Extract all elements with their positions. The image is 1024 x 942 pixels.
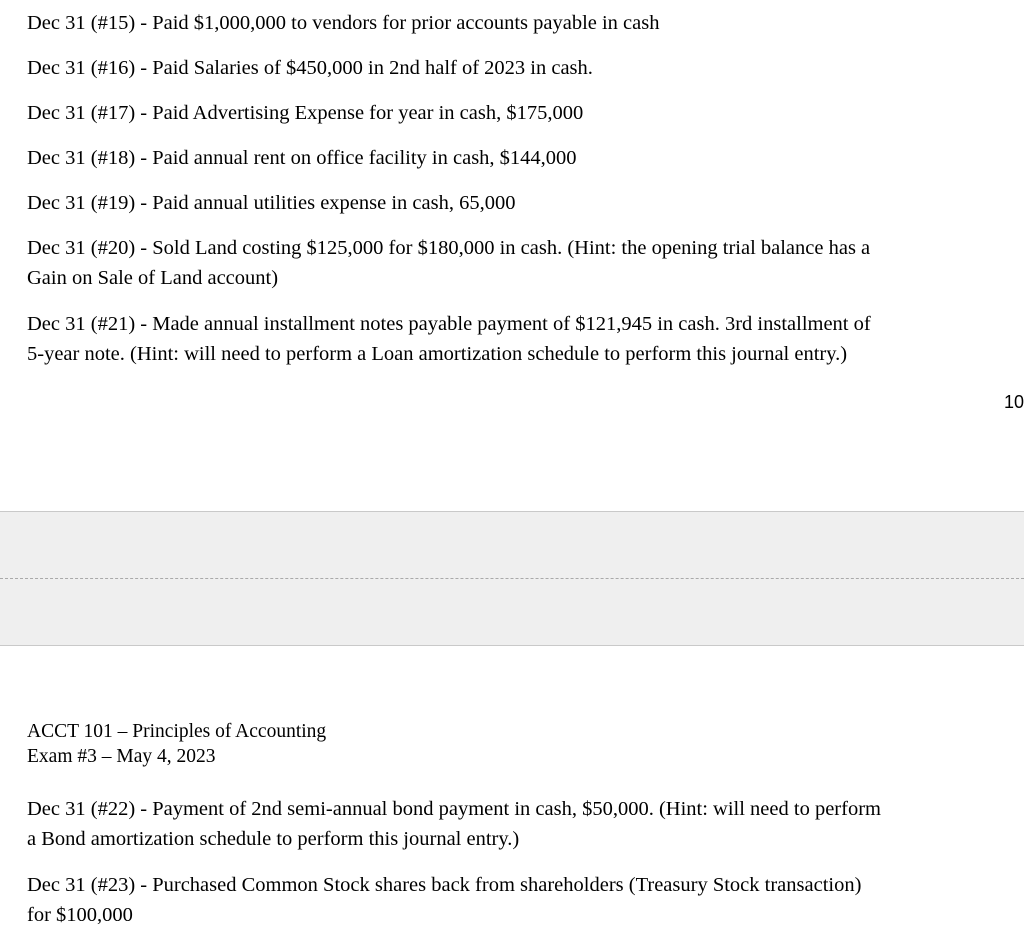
journal-entry-18 — [27, 143, 1024, 173]
journal-entry-15 — [27, 8, 1024, 38]
entry-line: Dec 31 (#20) - Sold Land costing $125,000 for $180,000 in cash. (Hint: the opening trial balance has a — [27, 237, 871, 259]
entry-line: Dec 31 (#15) - Paid $1,000,000 to vendors for prior accounts payable in cash — [27, 12, 660, 34]
entry-line: Dec 31 (#16) - Paid Salaries of $450,000 in 2nd half of 2023 in cash. — [27, 57, 593, 79]
entry-line: Dec 31 (#21) - Made annual installment notes payable payment of $121,945 in cash. 3rd installment of — [27, 313, 871, 335]
journal-entry-21 — [27, 309, 1024, 369]
exam-date: Exam #3 – May 4, 2023 — [27, 746, 216, 767]
page-separator — [0, 511, 1024, 646]
entry-line: Dec 31 (#23) - Purchased Common Stock shares back from shareholders (Treasury Stock transaction) — [27, 874, 862, 896]
entry-line: a Bond amortization schedule to perform this journal entry.) — [27, 828, 520, 850]
entry-line: 5-year note. (Hint: will need to perform a Loan amortization schedule to perform this journal entry.) — [27, 343, 848, 365]
entry-line: for $100,000 — [27, 904, 133, 926]
entry-line: Dec 31 (#18) - Paid annual rent on office facility in cash, $144,000 — [27, 147, 577, 169]
page-break-line — [0, 578, 1024, 579]
entry-line: Dec 31 (#22) - Payment of 2nd semi-annual bond payment in cash, $50,000. (Hint: will need to perform — [27, 798, 881, 820]
journal-entry-22 — [27, 794, 1024, 854]
entry-line: Dec 31 (#17) - Paid Advertising Expense for year in cash, $175,000 — [27, 102, 584, 124]
page-header — [27, 719, 326, 769]
journal-entry-19 — [27, 188, 1024, 218]
journal-entry-16 — [27, 53, 1024, 83]
entry-line: Dec 31 (#19) - Paid annual utilities expense in cash, 65,000 — [27, 192, 516, 214]
journal-entry-20 — [27, 233, 1024, 293]
entry-line: Gain on Sale of Land account) — [27, 267, 279, 289]
journal-entry-23 — [27, 870, 1024, 930]
page-number: 10 — [1003, 392, 1024, 412]
journal-entry-17 — [27, 98, 1024, 128]
course-title: ACCT 101 – Principles of Accounting — [27, 721, 327, 742]
